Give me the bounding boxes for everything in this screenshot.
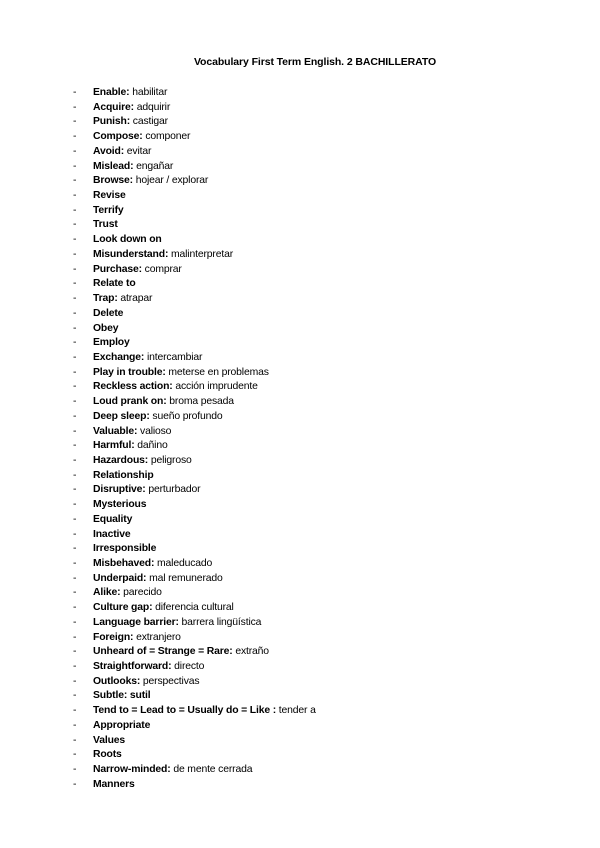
vocab-translation: diferencia cultural <box>152 602 234 614</box>
bullet-dash: - <box>73 410 77 422</box>
vocab-item <box>73 586 316 601</box>
bullet-dash: - <box>73 219 77 231</box>
bullet-dash: - <box>73 307 77 319</box>
vocab-translation: perspectivas <box>140 675 200 687</box>
bullet-dash: - <box>73 204 77 216</box>
vocab-item <box>73 483 316 498</box>
vocab-translation: habilitar <box>129 87 168 98</box>
vocab-item <box>73 734 316 749</box>
bullet-dash: - <box>73 322 77 334</box>
vocab-item <box>73 395 316 410</box>
vocab-item <box>73 101 316 116</box>
vocab-term: Look down on <box>93 234 162 246</box>
vocab-term: Language barrier: <box>93 616 179 628</box>
bullet-dash: - <box>73 499 77 511</box>
vocab-term: Values <box>93 734 126 746</box>
vocab-translation: valioso <box>137 425 172 437</box>
vocab-translation: hojear / explorar <box>132 175 209 187</box>
vocab-translation: comprar <box>141 263 182 275</box>
vocab-item <box>73 704 316 719</box>
bullet-dash: - <box>73 381 77 393</box>
vocab-term: Delete <box>93 307 124 319</box>
vocab-item <box>73 86 316 101</box>
vocab-translation: acción imprudente <box>172 381 258 393</box>
vocab-item <box>73 572 316 587</box>
vocab-translation: extraño <box>232 646 269 658</box>
bullet-dash: - <box>73 263 77 275</box>
bullet-dash: - <box>73 131 77 143</box>
vocab-term: Tend to = Lead to = Usually do = Like : <box>93 705 277 717</box>
vocab-item <box>73 778 316 793</box>
bullet-dash: - <box>73 616 77 628</box>
vocab-term: Reckless action: <box>93 381 173 393</box>
vocab-item <box>73 469 316 484</box>
vocab-term: Acquire: <box>93 101 134 113</box>
bullet-dash: - <box>73 248 77 260</box>
vocab-item <box>73 601 316 616</box>
bullet-dash: - <box>73 764 77 776</box>
vocab-translation: atrapar <box>117 293 153 305</box>
vocab-term: Inactive <box>93 528 131 540</box>
vocab-term: Purchase: <box>93 263 142 275</box>
vocab-item <box>73 631 316 646</box>
vocab-item <box>73 130 316 145</box>
vocab-translation: dañino <box>134 440 168 452</box>
vocab-item <box>73 454 316 469</box>
vocab-translation: intercambiar <box>144 351 203 363</box>
bullet-dash: - <box>73 278 77 290</box>
bullet-dash: - <box>73 705 77 717</box>
vocab-item <box>73 425 316 440</box>
vocab-item <box>73 145 316 160</box>
vocab-term: Revise <box>93 190 126 202</box>
bullet-dash: - <box>73 543 77 555</box>
bullet-dash: - <box>73 469 77 481</box>
bullet-dash: - <box>73 293 77 305</box>
vocab-translation: mal remunerado <box>146 572 223 584</box>
vocab-item <box>73 115 316 130</box>
vocab-item <box>73 748 316 763</box>
vocab-translation: broma pesada <box>166 396 234 408</box>
vocab-term: Relate to <box>93 278 136 290</box>
bullet-dash: - <box>73 425 77 437</box>
bullet-dash: - <box>73 778 77 790</box>
vocab-term: Narrow-minded: <box>93 764 171 776</box>
vocab-term: Culture gap: <box>93 602 153 614</box>
vocab-term: Manners <box>93 778 135 790</box>
vocab-term: Relationship <box>93 469 154 481</box>
vocab-item <box>73 307 316 322</box>
vocab-item <box>73 498 316 513</box>
bullet-dash: - <box>73 160 77 172</box>
vocab-term: Mislead: <box>93 160 134 172</box>
vocab-translation: adquirir <box>133 101 171 113</box>
bullet-dash: - <box>73 719 77 731</box>
vocab-item <box>73 528 316 543</box>
bullet-dash: - <box>73 484 77 496</box>
vocab-term: Trap: <box>93 293 118 305</box>
vocab-item <box>73 557 316 572</box>
bullet-dash: - <box>73 87 77 98</box>
vocab-translation: maleducado <box>154 558 213 569</box>
vocab-term: Alike: <box>93 587 121 599</box>
vocab-item <box>73 660 316 675</box>
document-title: Vocabulary First Term English. 2 BACHILLERATO <box>193 56 437 68</box>
vocab-item <box>73 292 316 307</box>
vocabulary-list <box>73 86 316 793</box>
bullet-dash: - <box>73 690 77 702</box>
vocab-item <box>73 719 316 734</box>
vocab-term: Appropriate <box>93 719 151 731</box>
vocab-item <box>73 204 316 219</box>
vocab-item <box>73 689 316 704</box>
bullet-dash: - <box>73 661 77 673</box>
vocab-item <box>73 616 316 631</box>
vocab-term: Obey <box>93 322 119 334</box>
vocab-item <box>73 410 316 425</box>
bullet-dash: - <box>73 366 77 378</box>
bullet-dash: - <box>73 234 77 246</box>
vocab-term: Foreign: <box>93 631 134 643</box>
vocab-term: Mysterious <box>93 499 147 511</box>
vocab-term: Deep sleep: <box>93 410 150 422</box>
vocab-term: Subtle: sutil <box>93 690 151 702</box>
vocab-term: Compose: <box>93 131 143 143</box>
bullet-dash: - <box>73 602 77 614</box>
vocab-translation: directo <box>171 661 205 673</box>
bullet-dash: - <box>73 513 77 525</box>
vocab-term: Avoid: <box>93 145 125 157</box>
vocab-translation: barrera lingüística <box>178 616 262 628</box>
vocab-item <box>73 277 316 292</box>
vocab-term: Disruptive: <box>93 484 146 496</box>
vocab-term: Trust <box>93 219 118 231</box>
bullet-dash: - <box>73 116 77 128</box>
vocab-item <box>73 366 316 381</box>
vocab-item <box>73 248 316 263</box>
vocab-translation: evitar <box>124 145 152 157</box>
vocab-term: Enable: <box>93 87 130 98</box>
bullet-dash: - <box>73 558 77 569</box>
bullet-dash: - <box>73 175 77 187</box>
vocab-term: Misunderstand: <box>93 248 169 260</box>
vocab-item <box>73 174 316 189</box>
bullet-dash: - <box>73 145 77 157</box>
bullet-dash: - <box>73 190 77 202</box>
vocab-item <box>73 439 316 454</box>
vocab-item <box>73 189 316 204</box>
vocab-term: Misbehaved: <box>93 558 155 569</box>
vocab-item <box>73 542 316 557</box>
vocab-term: Straightforward: <box>93 661 172 673</box>
vocab-translation: parecido <box>120 587 162 599</box>
vocab-term: Outlooks: <box>93 675 141 687</box>
vocab-term: Punish: <box>93 116 131 128</box>
bullet-dash: - <box>73 572 77 584</box>
vocab-term: Roots <box>93 749 122 761</box>
bullet-dash: - <box>73 587 77 599</box>
vocab-translation: sueño profundo <box>149 410 223 422</box>
vocab-translation: extranjero <box>133 631 181 643</box>
vocab-term: Underpaid: <box>93 572 147 584</box>
vocab-term: Hazardous: <box>93 454 149 466</box>
bullet-dash: - <box>73 337 77 349</box>
vocab-term: Terrify <box>93 204 124 216</box>
bullet-dash: - <box>73 454 77 466</box>
bullet-dash: - <box>73 646 77 658</box>
vocab-translation: peligroso <box>148 454 192 466</box>
vocab-item <box>73 380 316 395</box>
vocab-item <box>73 160 316 175</box>
vocab-term: Loud prank on: <box>93 396 167 408</box>
bullet-dash: - <box>73 440 77 452</box>
vocab-translation: tender a <box>276 705 316 717</box>
vocab-item <box>73 263 316 278</box>
vocab-translation: engañar <box>133 160 174 172</box>
bullet-dash: - <box>73 101 77 113</box>
vocab-item <box>73 645 316 660</box>
vocab-term: Exchange: <box>93 351 145 363</box>
vocab-term: Equality <box>93 513 133 525</box>
vocab-item <box>73 351 316 366</box>
vocab-translation: perturbador <box>145 484 201 496</box>
bullet-dash: - <box>73 528 77 540</box>
vocab-term: Browse: <box>93 175 133 187</box>
vocab-item <box>73 233 316 248</box>
vocab-translation: castigar <box>130 116 168 128</box>
vocab-term: Play in trouble: <box>93 366 166 378</box>
vocab-item <box>73 675 316 690</box>
bullet-dash: - <box>73 749 77 761</box>
vocab-term: Irresponsible <box>93 543 157 555</box>
vocab-term: Employ <box>93 337 130 349</box>
vocab-item <box>73 513 316 528</box>
vocab-term: Harmful: <box>93 440 135 452</box>
vocab-translation: meterse en problemas <box>165 366 269 378</box>
vocab-term: Unheard of = Strange = Rare: <box>93 646 233 658</box>
bullet-dash: - <box>73 675 77 687</box>
vocab-item <box>73 336 316 351</box>
bullet-dash: - <box>73 351 77 363</box>
vocab-item <box>73 322 316 337</box>
bullet-dash: - <box>73 396 77 408</box>
vocab-translation: malinterpretar <box>168 248 234 260</box>
bullet-dash: - <box>73 734 77 746</box>
vocab-term: Valuable: <box>93 425 138 437</box>
vocab-item <box>73 763 316 778</box>
vocab-translation: de mente cerrada <box>170 764 253 776</box>
vocab-translation: componer <box>142 131 191 143</box>
bullet-dash: - <box>73 631 77 643</box>
vocab-item <box>73 218 316 233</box>
